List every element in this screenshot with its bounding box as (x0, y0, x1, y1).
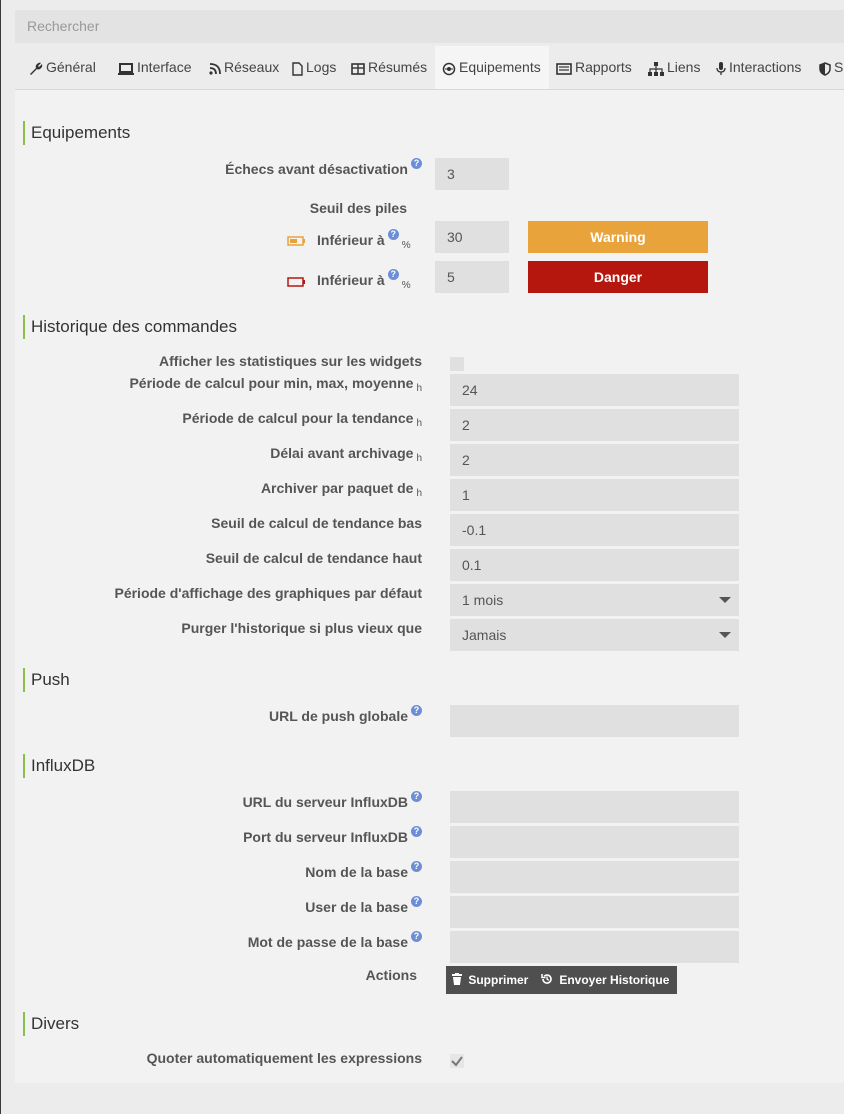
tab-label: Interface (137, 59, 192, 75)
settings-panel (15, 90, 844, 1083)
danger-badge: Danger (528, 261, 708, 293)
report-icon (556, 47, 572, 90)
stats-checkbox[interactable] (450, 357, 464, 371)
quoter-checkbox[interactable] (450, 1054, 464, 1068)
periode-calcul-input[interactable]: 24 (450, 374, 739, 406)
window-edge (0, 0, 1, 1114)
trash-icon (452, 973, 465, 987)
help-icon[interactable]: ? (388, 269, 399, 280)
rss-icon (209, 47, 221, 90)
tab-label: Général (46, 59, 96, 75)
influx-user-input[interactable] (450, 896, 739, 928)
equipment-icon (442, 47, 456, 90)
warning-threshold-input[interactable]: 30 (435, 221, 509, 253)
push-url-input[interactable] (450, 705, 739, 737)
battery-warning-icon (287, 233, 305, 243)
seuil-piles-label: Seuil des piles (309, 200, 407, 216)
tab-logs[interactable] (292, 46, 336, 89)
help-icon[interactable]: ? (411, 826, 422, 837)
tab-liens[interactable] (648, 46, 700, 89)
influx-port-input[interactable] (450, 826, 739, 858)
tendance-label: Période de calcul pour la tendance $_h$ (182, 410, 422, 429)
tab-resumes[interactable] (351, 46, 427, 89)
section-title-divers: Divers (23, 1012, 79, 1036)
seuil-haut-label: Seuil de calcul de tendance haut (205, 550, 422, 566)
seuil-haut-input[interactable]: 0.1 (450, 549, 739, 581)
purger-label: Purger l'historique si plus vieux que (181, 620, 422, 636)
section-title-equipements: Equipements (23, 121, 130, 145)
help-icon[interactable]: ? (411, 158, 422, 169)
check-icon (450, 1054, 464, 1068)
purger-select[interactable]: Jamais (450, 619, 739, 651)
tab-label: Réseaux (224, 59, 280, 75)
tab-label: Equipements (459, 59, 541, 75)
help-icon[interactable]: ? (411, 705, 422, 716)
seuil-bas-label: Seuil de calcul de tendance bas (211, 515, 422, 531)
help-icon[interactable]: ? (388, 229, 399, 240)
paquet-label: Archiver par paquet de $_h$ (260, 480, 422, 499)
section-title-influxdb: InfluxDB (23, 754, 95, 778)
section-title-historique: Historique des commandes (23, 315, 237, 339)
tab-label: Rapports (575, 59, 632, 75)
tendance-input[interactable]: 2 (450, 409, 739, 441)
influx-nom-label: Nom de la base ? (305, 861, 422, 880)
archivage-input[interactable]: 2 (450, 444, 739, 476)
chevron-down-icon (719, 632, 731, 638)
influx-pass-label: Mot de passe de la base ? (248, 931, 422, 950)
quoter-label: Quoter automatiquement les expressions (146, 1050, 422, 1066)
envoyer-historique-button[interactable]: Envoyer Historique (535, 966, 677, 994)
tab-label: Interactions (729, 59, 802, 75)
tab-equipements[interactable] (435, 46, 549, 90)
push-url-label: URL de push globale ? (269, 705, 422, 724)
danger-threshold-label: Inférieur à $?_{\%}$ (317, 269, 411, 291)
tab-general[interactable] (29, 46, 96, 89)
tab-label: Liens (667, 59, 701, 75)
chevron-down-icon (719, 597, 731, 603)
supprimer-button[interactable]: Supprimer (446, 966, 536, 994)
echecs-input[interactable]: 3 (435, 158, 509, 190)
tab-rapports[interactable] (556, 46, 632, 89)
sitemap-icon (648, 47, 664, 90)
warning-threshold-label: Inférieur à $?_{\%}$ (317, 229, 411, 251)
battery-danger-icon (287, 274, 305, 284)
echecs-label: Échecs avant désactivation ? (225, 158, 422, 177)
influx-user-label: User de la base ? (305, 896, 422, 915)
tab-label: Résumés (368, 59, 428, 75)
file-icon (292, 47, 303, 90)
section-title-push: Push (23, 668, 70, 692)
periode-calcul-label: Période de calcul pour min, max, moyenne $_h$ (129, 375, 422, 394)
stats-label: Afficher les statistiques sur les widgets (159, 353, 422, 369)
help-icon[interactable]: ? (411, 931, 422, 942)
shield-icon (819, 47, 831, 90)
influx-pass-input[interactable] (450, 931, 739, 963)
help-icon[interactable]: ? (411, 896, 422, 907)
warning-badge: Warning (528, 221, 708, 253)
table-icon (351, 47, 365, 90)
laptop-icon (118, 47, 134, 90)
help-icon[interactable]: ? (411, 791, 422, 802)
settings-tabs (15, 46, 844, 90)
influx-url-label: URL du serveur InfluxDB ? (243, 791, 422, 810)
influx-port-label: Port du serveur InfluxDB ? (243, 826, 422, 845)
search-input[interactable]: Rechercher (15, 10, 844, 43)
tab-interface[interactable] (118, 46, 191, 89)
tab-reseaux[interactable] (209, 46, 279, 89)
tab-label: Logs (306, 59, 337, 75)
actions-label: Actions (365, 967, 417, 983)
archivage-label: Délai avant archivage $_h$ (270, 445, 422, 464)
danger-threshold-input[interactable]: 5 (435, 261, 509, 293)
tab-interactions[interactable] (716, 46, 801, 89)
influx-url-input[interactable] (450, 791, 739, 823)
seuil-bas-input[interactable]: -0.1 (450, 514, 739, 546)
microphone-icon (716, 47, 726, 90)
help-icon[interactable]: ? (411, 861, 422, 872)
tab-label: S (834, 59, 844, 75)
history-icon (541, 973, 556, 987)
wrench-icon (29, 47, 43, 90)
affichage-label: Période d'affichage des graphiques par défaut (114, 585, 422, 601)
influx-nom-input[interactable] (450, 861, 739, 893)
tab-securite[interactable] (819, 46, 843, 89)
affichage-select[interactable]: 1 mois (450, 584, 739, 616)
paquet-input[interactable]: 1 (450, 479, 739, 511)
